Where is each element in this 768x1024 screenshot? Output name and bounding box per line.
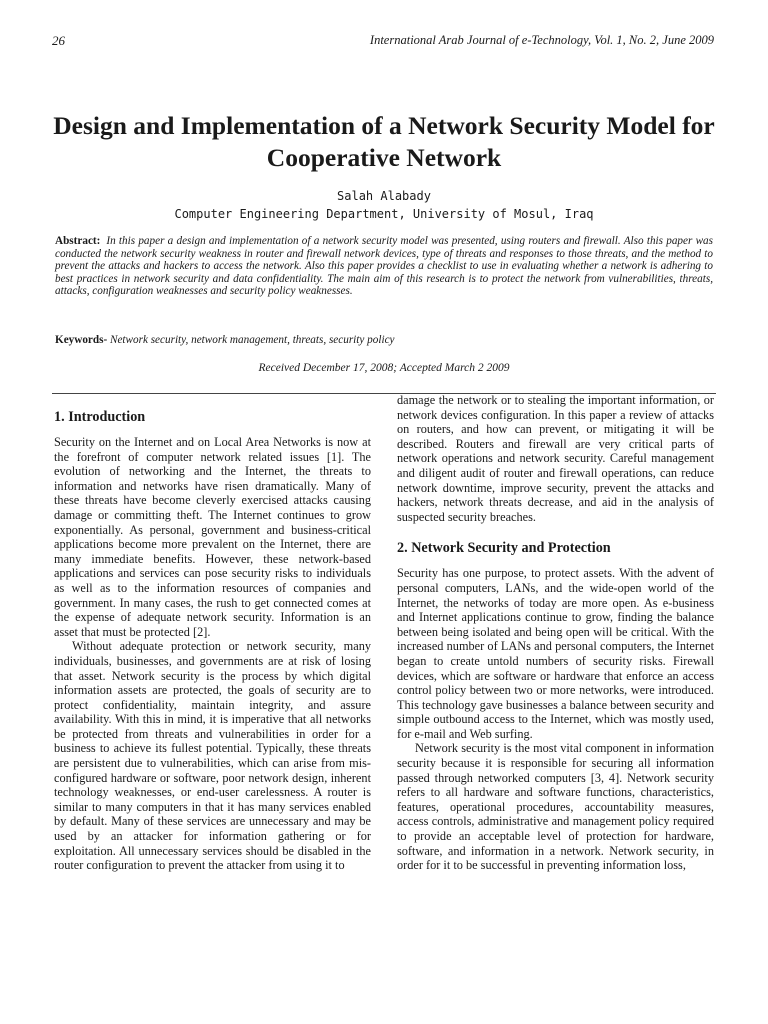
body-paragraph: Without adequate protection or network security, many individuals, businesses, and governments are at risk of losing that asset. Network security is the process by which digital information assets are protected, the goals of security are to protect confidentiality, maintain integrity, and assure availability. With this in mind, it is imperative that all networks be protected from threats and vulnerabilities in order for a business to achieve its fullest potential. Typically, these threats are persistent due to vulnerabilities, which can arise from mis-configured hardware or software, poor network design, inherent technology weaknesses, or end-user carelessness. A router is similar to many computers in that it has many services enabled by default. Many of these services are unnecessary and may be used by an attacker for information gathering or for exploitation. All unnecessary services should be disabled in the router configuration to prevent the attacker from using it to bbox=[54, 639, 371, 873]
author-affiliation: Computer Engineering Department, University of Mosul, Iraq bbox=[174, 207, 594, 221]
left-column bbox=[54, 408, 371, 873]
body-paragraph: Network security is the most vital component in information security because it is responsible for securing all information passed through networked computers [3, 4]. Network security refers to all hardware and software functions, characteristics, features, operational procedures, accountability measures, access controls, administrative and management policy required to provide an acceptable level of protection for hardware, software, and information in a network. Network security, in order for it to be successful in preventing information loss, bbox=[397, 741, 714, 873]
paper-title: Design and Implementation of a Network Security Model for Cooperative Network bbox=[53, 111, 715, 172]
keywords-text: Network security, network management, threats, security policy bbox=[107, 334, 395, 346]
abstract bbox=[55, 235, 713, 298]
section-heading-network-security: 2. Network Security and Protection bbox=[397, 540, 611, 557]
page-header bbox=[52, 33, 714, 49]
journal-reference: International Arab Journal of e-Technology, Vol. 1, No. 2, June 2009 bbox=[369, 33, 714, 47]
page-number: 26 bbox=[52, 33, 65, 48]
received-dates: Received December 17, 2008; Accepted March 2 2009 bbox=[258, 362, 510, 374]
keywords bbox=[55, 334, 713, 347]
body-paragraph: Security has one purpose, to protect assets. With the advent of personal computers, LANs, and the wide-open world of the Internet, the networks of today are more open. As e-business and Internet applications continue to grow, finding the balance between being isolated and being open will be critical. With the increased number of LANs and personal computers, the Internet began to create untold numbers of security risks. Firewall devices, which are software or hardware that enforce an access control policy between two or more networks, were introduced. This technology gave businesses a balance between security and simple outbound access to the Internet, which was mostly used, for e-mail and Web surfing. bbox=[397, 566, 714, 741]
body-paragraph: Security on the Internet and on Local Area Networks is now at the forefront of computer network related issues [1]. The evolution of networking and the Internet, the threats to information and networks have risen dramatically. Many of these threats have become cleverly exercised attacks causing damage or committing theft. The Internet continues to grow exponentially. As personal, government and business-critical applications become more prevalent on the Internet, there are many immediate benefits. However, these network-based applications and services can pose security risks to individuals as well as to the information resources of companies and government. In many cases, the rush to get connected comes at the expense of adequate network security. Information is an asset that must be protected [2]. bbox=[54, 435, 371, 639]
body-paragraph: damage the network or to stealing the important information, or network devices configuration. In this paper a review of attacks on routers, and how can prevent, or mitigating it will be described. Routers and firewall are very critical parts of network operations and network security. Careful management and diligent audit of router and firewall operations, can reduce network downtime, improve security, prevent the attacks and hackers, network threats decrease, and aid in the analysis of suspected security breaches. bbox=[397, 393, 714, 524]
section-heading-introduction: 1. Introduction bbox=[54, 409, 146, 425]
abstract-text: In this paper a design and implementation of a network security model was presented, using routers and firewall. Also this paper was conducted the network security weakness in router and firewall network devices, type of threats and responses to those threats, and the method to prevent the attacks and hackers to access the network. Also this paper provides a checklist to use in evaluating whether a network is adhering to best practices in network security and data confidentiality. The main aim of this research is to protect the network from vulnerabilities, threats, attacks, configuration weaknesses and security policy weaknesses. bbox=[55, 235, 713, 298]
keywords-label: Keywords- bbox=[55, 334, 108, 346]
author-name: Salah Alabady bbox=[337, 189, 431, 203]
abstract-label: Abstract: bbox=[55, 235, 101, 247]
right-column bbox=[397, 393, 714, 873]
